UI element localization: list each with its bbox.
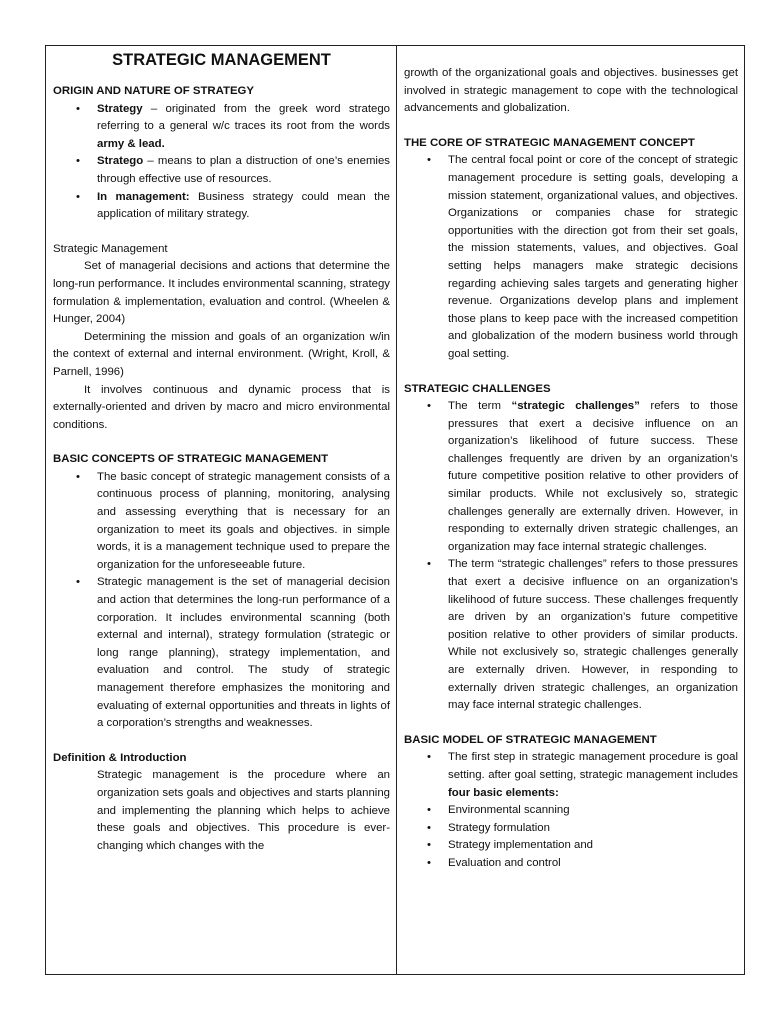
item-text: – means to plan a distruction of one’s enemies through effective use of resources. — [97, 155, 390, 185]
item-text: The term — [448, 400, 512, 413]
challenges-list — [404, 398, 738, 715]
paragraph: Set of managerial decisions and actions that determine the long-run performance. It includes environmental scanning, strategy formulation & implementation, evaluation and control. (Wheelen & Hunger, 2004) — [53, 260, 390, 326]
heading-core: THE CORE OF STRATEGIC MANAGEMENT CONCEPT — [404, 136, 695, 149]
term-four-elements: four basic elements: — [448, 786, 559, 799]
term-stratego: Stratego — [97, 155, 144, 168]
term-army-lead: army & lead. — [97, 137, 165, 150]
item-text: refers to those pressures that exert a decisive influence on an organization’s likelihood of future success. These challenges frequently are driven by an organization’s future competitive position relative to other providers of similar products. While not exclusively so, strategic challenges generally are externally driven. However, in responding to externally driven strategic challenges, an organization may face internal strategic challenges. — [448, 400, 738, 553]
section-core — [404, 135, 738, 364]
list-item: • Environmental scanning — [404, 802, 738, 820]
section-definition — [53, 750, 390, 856]
list-item — [53, 153, 390, 188]
item-text: The first step in strategic management procedure is goal setting. after goal setting, strategic management includes — [448, 751, 738, 781]
heading-basic-concepts: BASIC CONCEPTS OF STRATEGIC MANAGEMENT — [53, 453, 329, 466]
section-strategic-management — [53, 241, 390, 435]
list-item — [404, 398, 738, 556]
paragraph: Determining the mission and goals of an organization w/in the context of external and internal environment. (Wright, Kroll, & Parnell, 1996) — [53, 330, 390, 378]
list-item: • The central focal point or core of the concept of strategic management procedure is setting goals, developing a mission statement, organizational values, and objectives. Organizations or companies chase for strategic opportunities with the direction got from their set goals, the mission statements, values, and objectives. Goal setting helps managers make strategic decisions regarding achieving sales targets and generating higher revenue. Organizations develop plans and implement those plans to keep pace with the increased competition and globalization of the modern business world through goal setting. — [404, 152, 738, 363]
list-item: • Strategy formulation — [404, 820, 738, 838]
list-item: • Strategy implementation and — [404, 837, 738, 855]
paragraph-continuation: growth of the organizational goals and objectives. businesses get involved in strategic management to cope with the technological advancements and globalization. — [404, 67, 738, 115]
term-strategy: Strategy — [97, 102, 143, 115]
heading-origin: ORIGIN AND NATURE OF STRATEGY — [53, 85, 255, 97]
right-column — [397, 46, 744, 974]
section-basic-concepts — [53, 451, 390, 733]
list-item — [53, 101, 390, 154]
left-column — [46, 46, 397, 974]
heading-strategic-management: Strategic Management — [53, 242, 168, 255]
list-item: • The term “strategic challenges” refers to those pressures that exert a decisive influence on an organization’s likelihood of future success. These challenges frequently are driven by an organization’s future competitive position relative to other providers of similar products. While not exclusively so, strategic challenges generally are externally driven. However, in responding to externally driven strategic challenges, an organization may face internal strategic challenges. — [404, 556, 738, 714]
document-page — [45, 45, 745, 975]
heading-challenges: STRATEGIC CHALLENGES — [404, 382, 551, 395]
section-origin — [53, 83, 390, 224]
item-text: – originated from the greek word stratego referring to a general w/c traces its root from the words — [97, 102, 390, 133]
basic-concepts-list — [53, 469, 390, 733]
section-challenges — [404, 381, 738, 715]
term-strategic-challenges: “strategic challenges” — [511, 400, 640, 413]
origin-list — [53, 101, 390, 224]
list-item: • The basic concept of strategic management consists of a continuous process of planning, monitoring, analysing and assessing everything that is necessary for an organization to meet its goals and objectives. in simple words, it is a management technique used to prepare the organization for the unforeseeable future. — [53, 469, 390, 575]
document-title: STRATEGIC MANAGEMENT — [112, 51, 331, 69]
list-item — [404, 749, 738, 802]
item-text: Business strategy could mean the application of military strategy. — [97, 190, 391, 221]
term-in-management: In management: — [97, 190, 190, 203]
paragraph: It involves continuous and dynamic process that is externally-oriented and driven by macro and micro environmental conditions. — [53, 383, 390, 431]
heading-definition: Definition & Introduction — [53, 751, 187, 764]
core-list — [404, 152, 738, 363]
paragraph: Strategic management is the procedure where an organization sets goals and objectives and starts planning and implementing the planning which helps to achieve these goals and objectives. This procedure is ever-changing which changes with the — [97, 769, 390, 852]
list-item: • Strategic management is the set of managerial decision and action that determines the long-run performance of a corporation. It includes environmental scanning (both external and internal), strategy formulation (strategic or long range planning), strategy implementation, and evaluation and control. The study of strategic management therefore emphasizes the monitoring and evaluating of external opportunities and threats in lights of a corporation’s strengths and weaknesses. — [53, 574, 390, 732]
heading-basic-model: BASIC MODEL OF STRATEGIC MANAGEMENT — [404, 733, 657, 746]
section-basic-model — [404, 732, 738, 873]
basic-model-list — [404, 749, 738, 872]
list-item — [53, 189, 390, 224]
list-item: • Evaluation and control — [404, 855, 738, 873]
